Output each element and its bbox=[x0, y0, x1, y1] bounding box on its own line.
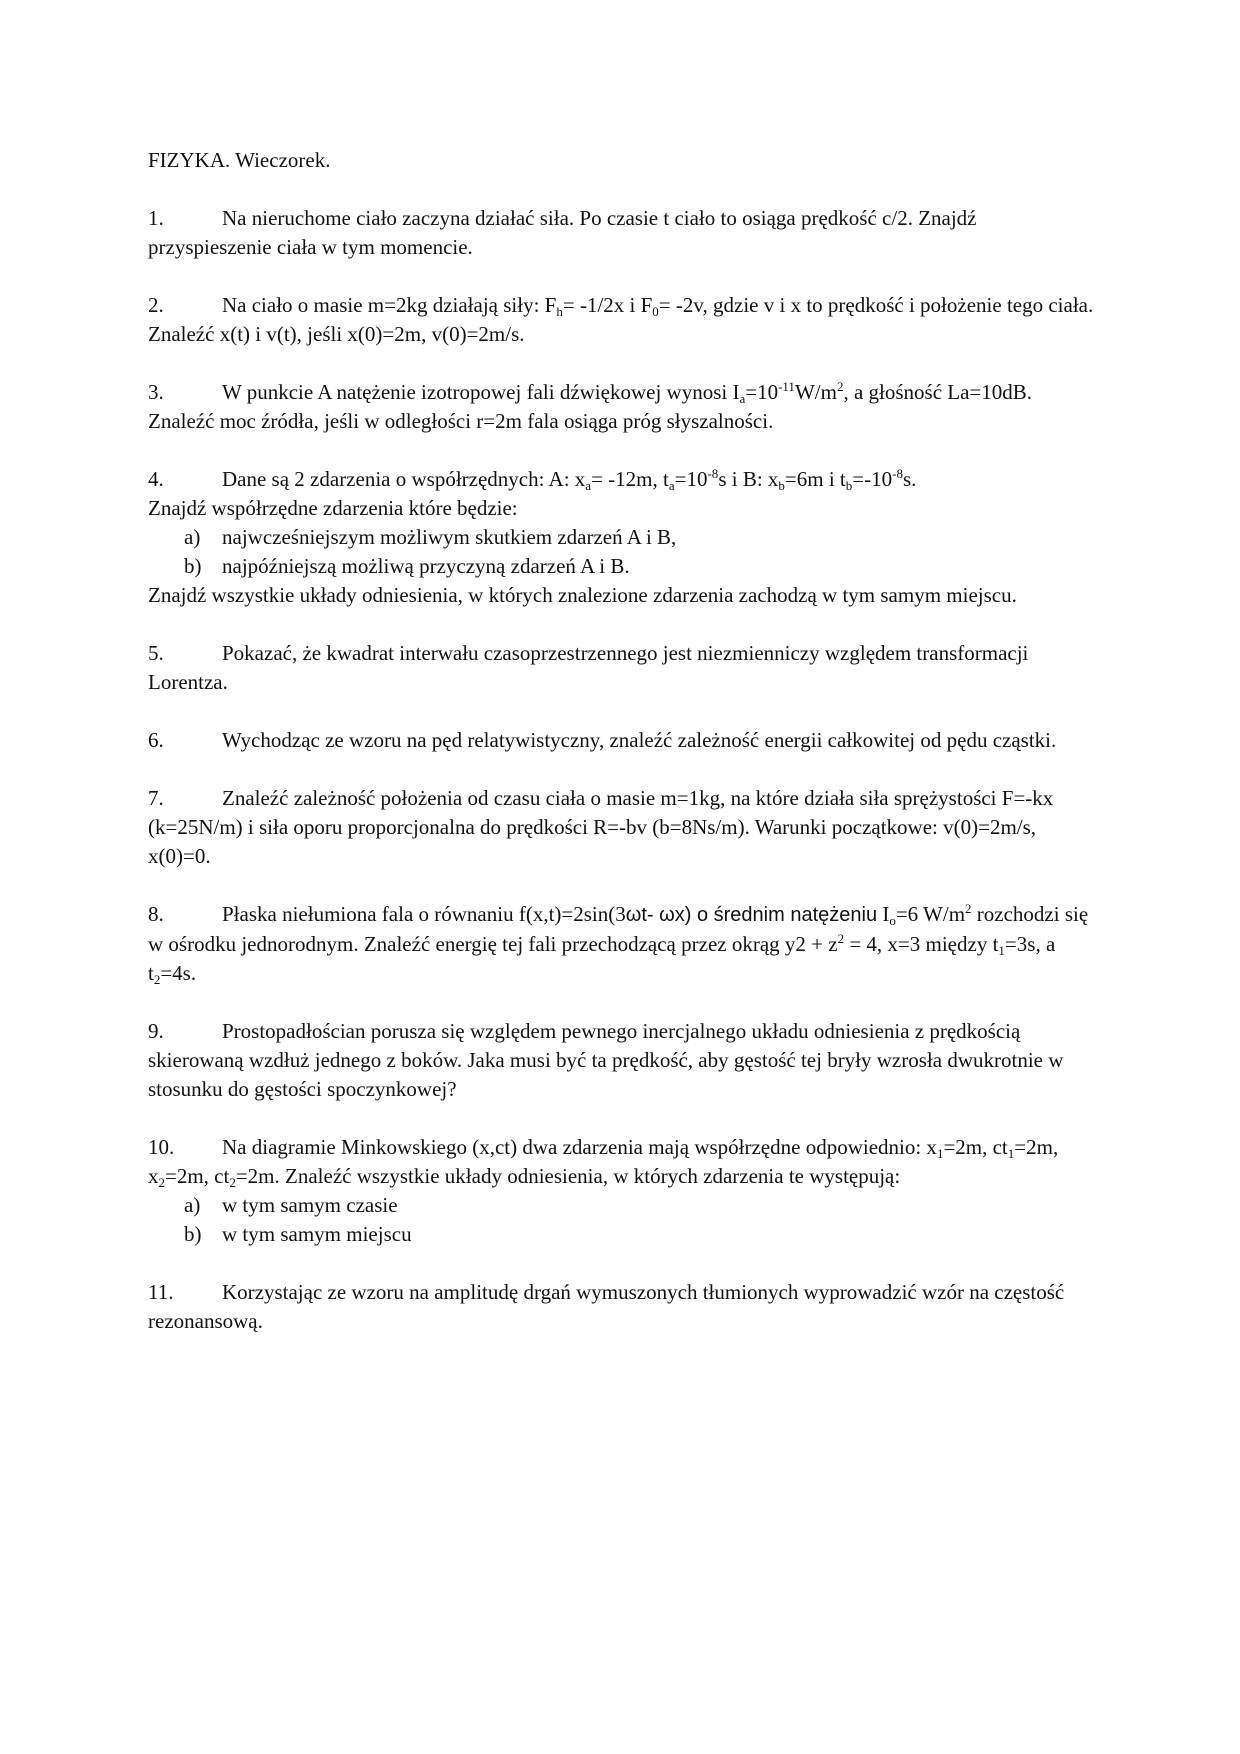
problem-number: 3. bbox=[148, 380, 164, 404]
problem-text: =2m, x bbox=[148, 1135, 1059, 1188]
problem-10 bbox=[148, 1133, 1098, 1249]
problem-text: s. bbox=[902, 467, 917, 491]
problem-text: Znajdź współrzędne zdarzenia które będzie: bbox=[148, 496, 518, 520]
problem-text: Znajdź wszystkie układy odniesienia, w których znalezione zdarzenia zachodzą w tym samym miejscu. bbox=[148, 583, 1017, 607]
superscript: -8 bbox=[892, 466, 903, 481]
subscript: 2 bbox=[158, 1175, 165, 1190]
problem-7 bbox=[148, 784, 1098, 871]
subscript: b bbox=[845, 478, 853, 493]
list-letter: a) bbox=[184, 525, 201, 549]
problem-line bbox=[148, 1133, 1098, 1191]
subscript: 1 bbox=[998, 943, 1005, 958]
problem-text: Płaska niełumiona fala o równaniu f(x,t)=2sin(3 bbox=[222, 902, 626, 926]
problem-text: =6m i t bbox=[784, 467, 846, 491]
problem-number: 7. bbox=[148, 786, 164, 810]
problem-text: = -2v, gdzie v i x to prędkość i położenie tego ciała. Znaleźć x(t) i v(t), jeśli x(0)=2m, v(0)=2m/s. bbox=[148, 293, 1094, 346]
problem-number: 11. bbox=[148, 1280, 174, 1304]
problem-text: Na nieruchome ciało zaczyna działać siła. Po czasie t ciało to osiąga prędkość c/2. Znajdź przyspieszenie ciała w tym momencie. bbox=[148, 206, 977, 259]
subscript: b bbox=[778, 478, 785, 493]
sub-list bbox=[148, 523, 1098, 581]
list-item bbox=[148, 552, 1098, 581]
problem-text: Pokazać, że kwadrat interwału czasoprzestrzennego jest niezmienniczy względem transformacji Lorentza. bbox=[148, 641, 1029, 694]
list-letter: a) bbox=[184, 1193, 201, 1217]
subscript: 0 bbox=[652, 304, 659, 319]
list-text: w tym samym miejscu bbox=[222, 1222, 412, 1246]
document-title: FIZYKA. Wieczorek. bbox=[148, 148, 331, 172]
problem-number: 1. bbox=[148, 206, 164, 230]
problem-text: =2m, ct bbox=[165, 1164, 230, 1188]
list-item bbox=[148, 1220, 1098, 1249]
problem-6 bbox=[148, 726, 1098, 755]
superscript: 2 bbox=[836, 379, 844, 394]
problem-text: = -12m, t bbox=[591, 467, 669, 491]
problem-text: Na ciało o masie m=2kg działają siły: F bbox=[222, 293, 557, 317]
superscript: -11 bbox=[778, 379, 795, 394]
subscript: 2 bbox=[229, 1175, 236, 1190]
problem-number: 5. bbox=[148, 641, 164, 665]
problem-text: =6 W/m bbox=[895, 902, 966, 926]
problem-text: =2m, ct bbox=[943, 1135, 1008, 1159]
problem-text: = -1/2x i F bbox=[562, 293, 653, 317]
problem-text: =10 bbox=[674, 467, 708, 491]
problem-4 bbox=[148, 465, 1098, 610]
problem-text: , a głośność La=10dB. Znaleźć moc źródła, jeśli w odległości r=2m fala osiąga próg słyszalności. bbox=[148, 380, 1033, 433]
problem-text: Korzystając ze wzoru na amplitudę drgań wymuszonych tłumionych wyprowadzić wzór na częstość rezonansową. bbox=[148, 1280, 1065, 1333]
problem-number: 2. bbox=[148, 293, 164, 317]
problem-text: = 4, x=3 między t bbox=[844, 932, 999, 956]
problem-9 bbox=[148, 1017, 1098, 1104]
problem-text: I bbox=[877, 902, 890, 926]
list-letter: b) bbox=[184, 554, 202, 578]
problem-text: =2m. Znaleźć wszystkie układy odniesienia, w których zdarzenia te występują: bbox=[235, 1164, 901, 1188]
problem-text: ωt- ωx) o średnim natężeniu bbox=[625, 904, 878, 926]
problem-text: Prostopadłościan porusza się względem pewnego inercjalnego układu odniesienia z prędkością skierowaną wzdłuż jednego z boków. Jaka musi być ta prędkość, aby gęstość tej bryły wzrosła dwukrotnie w stosunku do gęstości spoczynkowej? bbox=[148, 1019, 1064, 1101]
problem-text: rozchodzi się w ośrodku jednorodnym. Znaleźć energię tej fali przechodzącą przez okrąg y2 + z bbox=[148, 902, 1089, 956]
subscript: h bbox=[556, 304, 563, 319]
superscript: 2 bbox=[837, 931, 845, 946]
superscript: -8 bbox=[707, 466, 719, 481]
problem-number: 6. bbox=[148, 728, 164, 752]
list-text: w tym samym czasie bbox=[222, 1193, 398, 1217]
subscript: 1 bbox=[936, 1146, 944, 1161]
problem-5 bbox=[148, 639, 1098, 697]
problem-text: W/m bbox=[794, 380, 837, 404]
subscript: a bbox=[668, 478, 675, 493]
sub-list bbox=[148, 1191, 1098, 1249]
list-text: najpóźniejszą możliwą przyczyną zdarzeń A i B. bbox=[222, 554, 630, 578]
list-item bbox=[148, 1191, 1098, 1220]
problem-text: Znaleźć zależność położenia od czasu ciała o masie m=1kg, na które działa siła sprężystości F=-kx (k=25N/m) i siła oporu proporcjonalna do prędkości R=-bv (b=8Ns/m). Warunki początkowe: v(0)=2m/s, x(0)=0. bbox=[148, 786, 1054, 868]
problem-text: =3s, a t bbox=[148, 932, 1056, 985]
problem-number: 10. bbox=[148, 1135, 175, 1159]
problem-8 bbox=[148, 900, 1098, 988]
problem-text: =4s. bbox=[160, 961, 197, 985]
list-letter: b) bbox=[184, 1222, 202, 1246]
superscript: 2 bbox=[965, 901, 972, 916]
subscript: a bbox=[585, 478, 592, 493]
problem-number: 8. bbox=[148, 902, 164, 926]
problem-number: 4. bbox=[148, 467, 164, 491]
problem-text: =-10 bbox=[852, 467, 893, 491]
subscript: o bbox=[889, 913, 896, 928]
subscript: 2 bbox=[153, 972, 161, 987]
subscript: 1 bbox=[1007, 1146, 1015, 1161]
problem-11 bbox=[148, 1278, 1098, 1336]
list-text: najwcześniejszym możliwym skutkiem zdarzeń A i B, bbox=[222, 525, 677, 549]
problem-text: s i B: x bbox=[718, 467, 779, 491]
document-page bbox=[148, 146, 1098, 1365]
subscript: a bbox=[739, 391, 746, 406]
list-item bbox=[148, 523, 1098, 552]
problem-text: Na diagramie Minkowskiego (x,ct) dwa zdarzenia mają współrzędne odpowiednio: x bbox=[222, 1135, 937, 1159]
problem-1 bbox=[148, 204, 1098, 262]
problem-2 bbox=[148, 291, 1098, 349]
problem-line bbox=[148, 465, 1098, 494]
problem-number: 9. bbox=[148, 1019, 164, 1043]
problem-text: Dane są 2 zdarzenia o współrzędnych: A: x bbox=[222, 467, 586, 491]
problem-3 bbox=[148, 378, 1098, 436]
problem-text: W punkcie A natężenie izotropowej fali dźwiękowej wynosi I bbox=[222, 380, 740, 404]
problem-text: =10 bbox=[745, 380, 779, 404]
problem-text: Wychodząc ze wzoru na pęd relatywistyczny, znaleźć zależność energii całkowitej od pędu cząstki. bbox=[222, 728, 1057, 752]
